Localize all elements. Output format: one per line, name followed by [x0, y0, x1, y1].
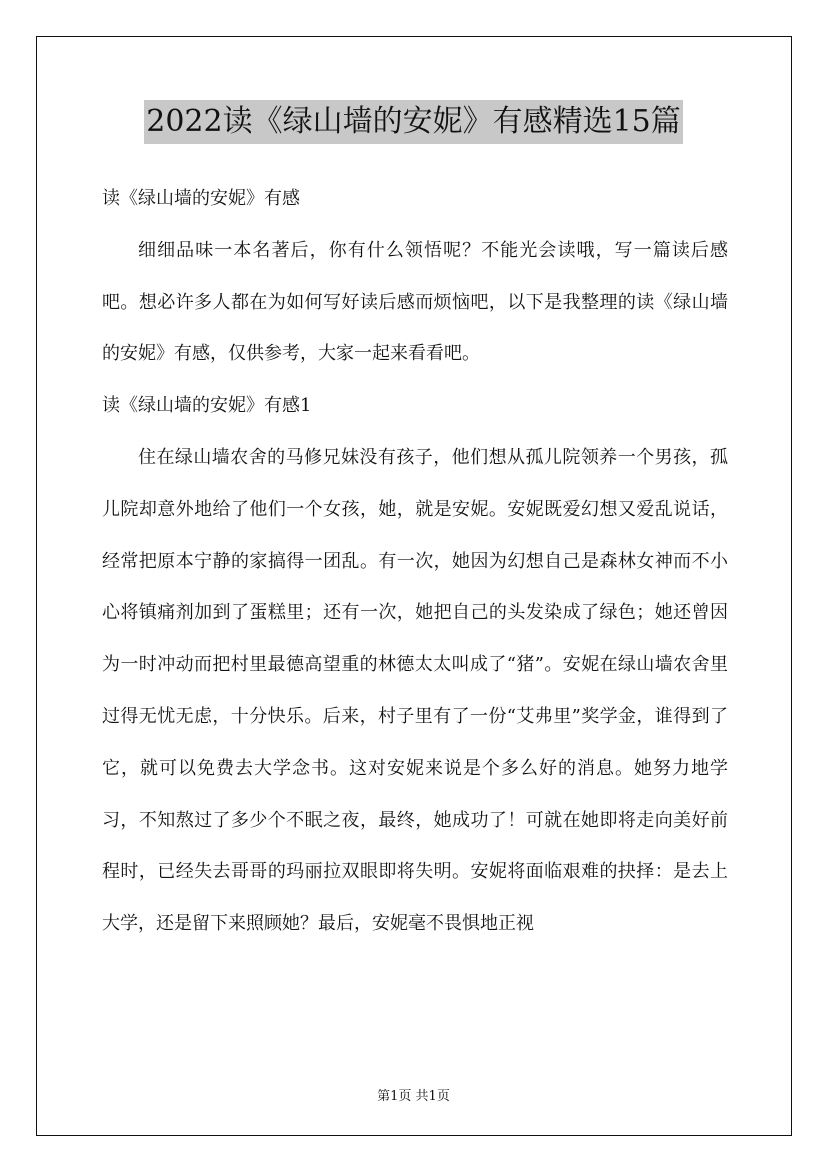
page-footer: 第1页 共1页	[377, 1089, 450, 1104]
document-title-wrapper	[0, 100, 827, 144]
document-title: 2022读《绿山墙的安妮》有感精选15篇	[144, 100, 683, 144]
section-heading-intro: 读《绿山墙的安妮》有感	[102, 188, 300, 209]
document-body	[102, 173, 728, 950]
essay-1-paragraph: 住在绿山墙农舍的马修兄妹没有孩子，他们想从孤儿院领养一个男孩，孤儿院却意外地给了他们一个女孩，她，就是安妮。安妮既爱幻想又爱乱说话，经常把原本宁静的家搞得一团乱。有一次，她因为幻想自己是森林女神而不小心将镇痛剂加到了蛋糕里；还有一次，她把自己的头发染成了绿色；她还曾因为一时冲动而把村里最德高望重的林德太太叫成了“猪”。安妮在绿山墙农舍里过得无忧无虑，十分快乐。后来，村子里有了一份“艾弗里”奖学金，谁得到了它，就可以免费去大学念书。这对安妮来说是个多么好的消息。她努力地学习，不知熬过了多少个不眠之夜，最终，她成功了！可就在她即将走向美好前程时，已经失去哥哥的玛丽拉双眼即将失明。安妮将面临艰难的抉择：是去上大学，还是留下来照顾她？最后，安妮毫不畏惧地正视	[102, 446, 728, 935]
section-heading-essay-1: 读《绿山墙的安妮》有感1	[102, 395, 312, 417]
intro-paragraph: 细细品味一本名著后，你有什么领悟呢？不能光会读哦，写一篇读后感吧。想必许多人都在为如何写好读后感而烦恼吧，以下是我整理的读《绿山墙的安妮》有感，仅供参考，大家一起来看看吧。	[102, 239, 728, 365]
